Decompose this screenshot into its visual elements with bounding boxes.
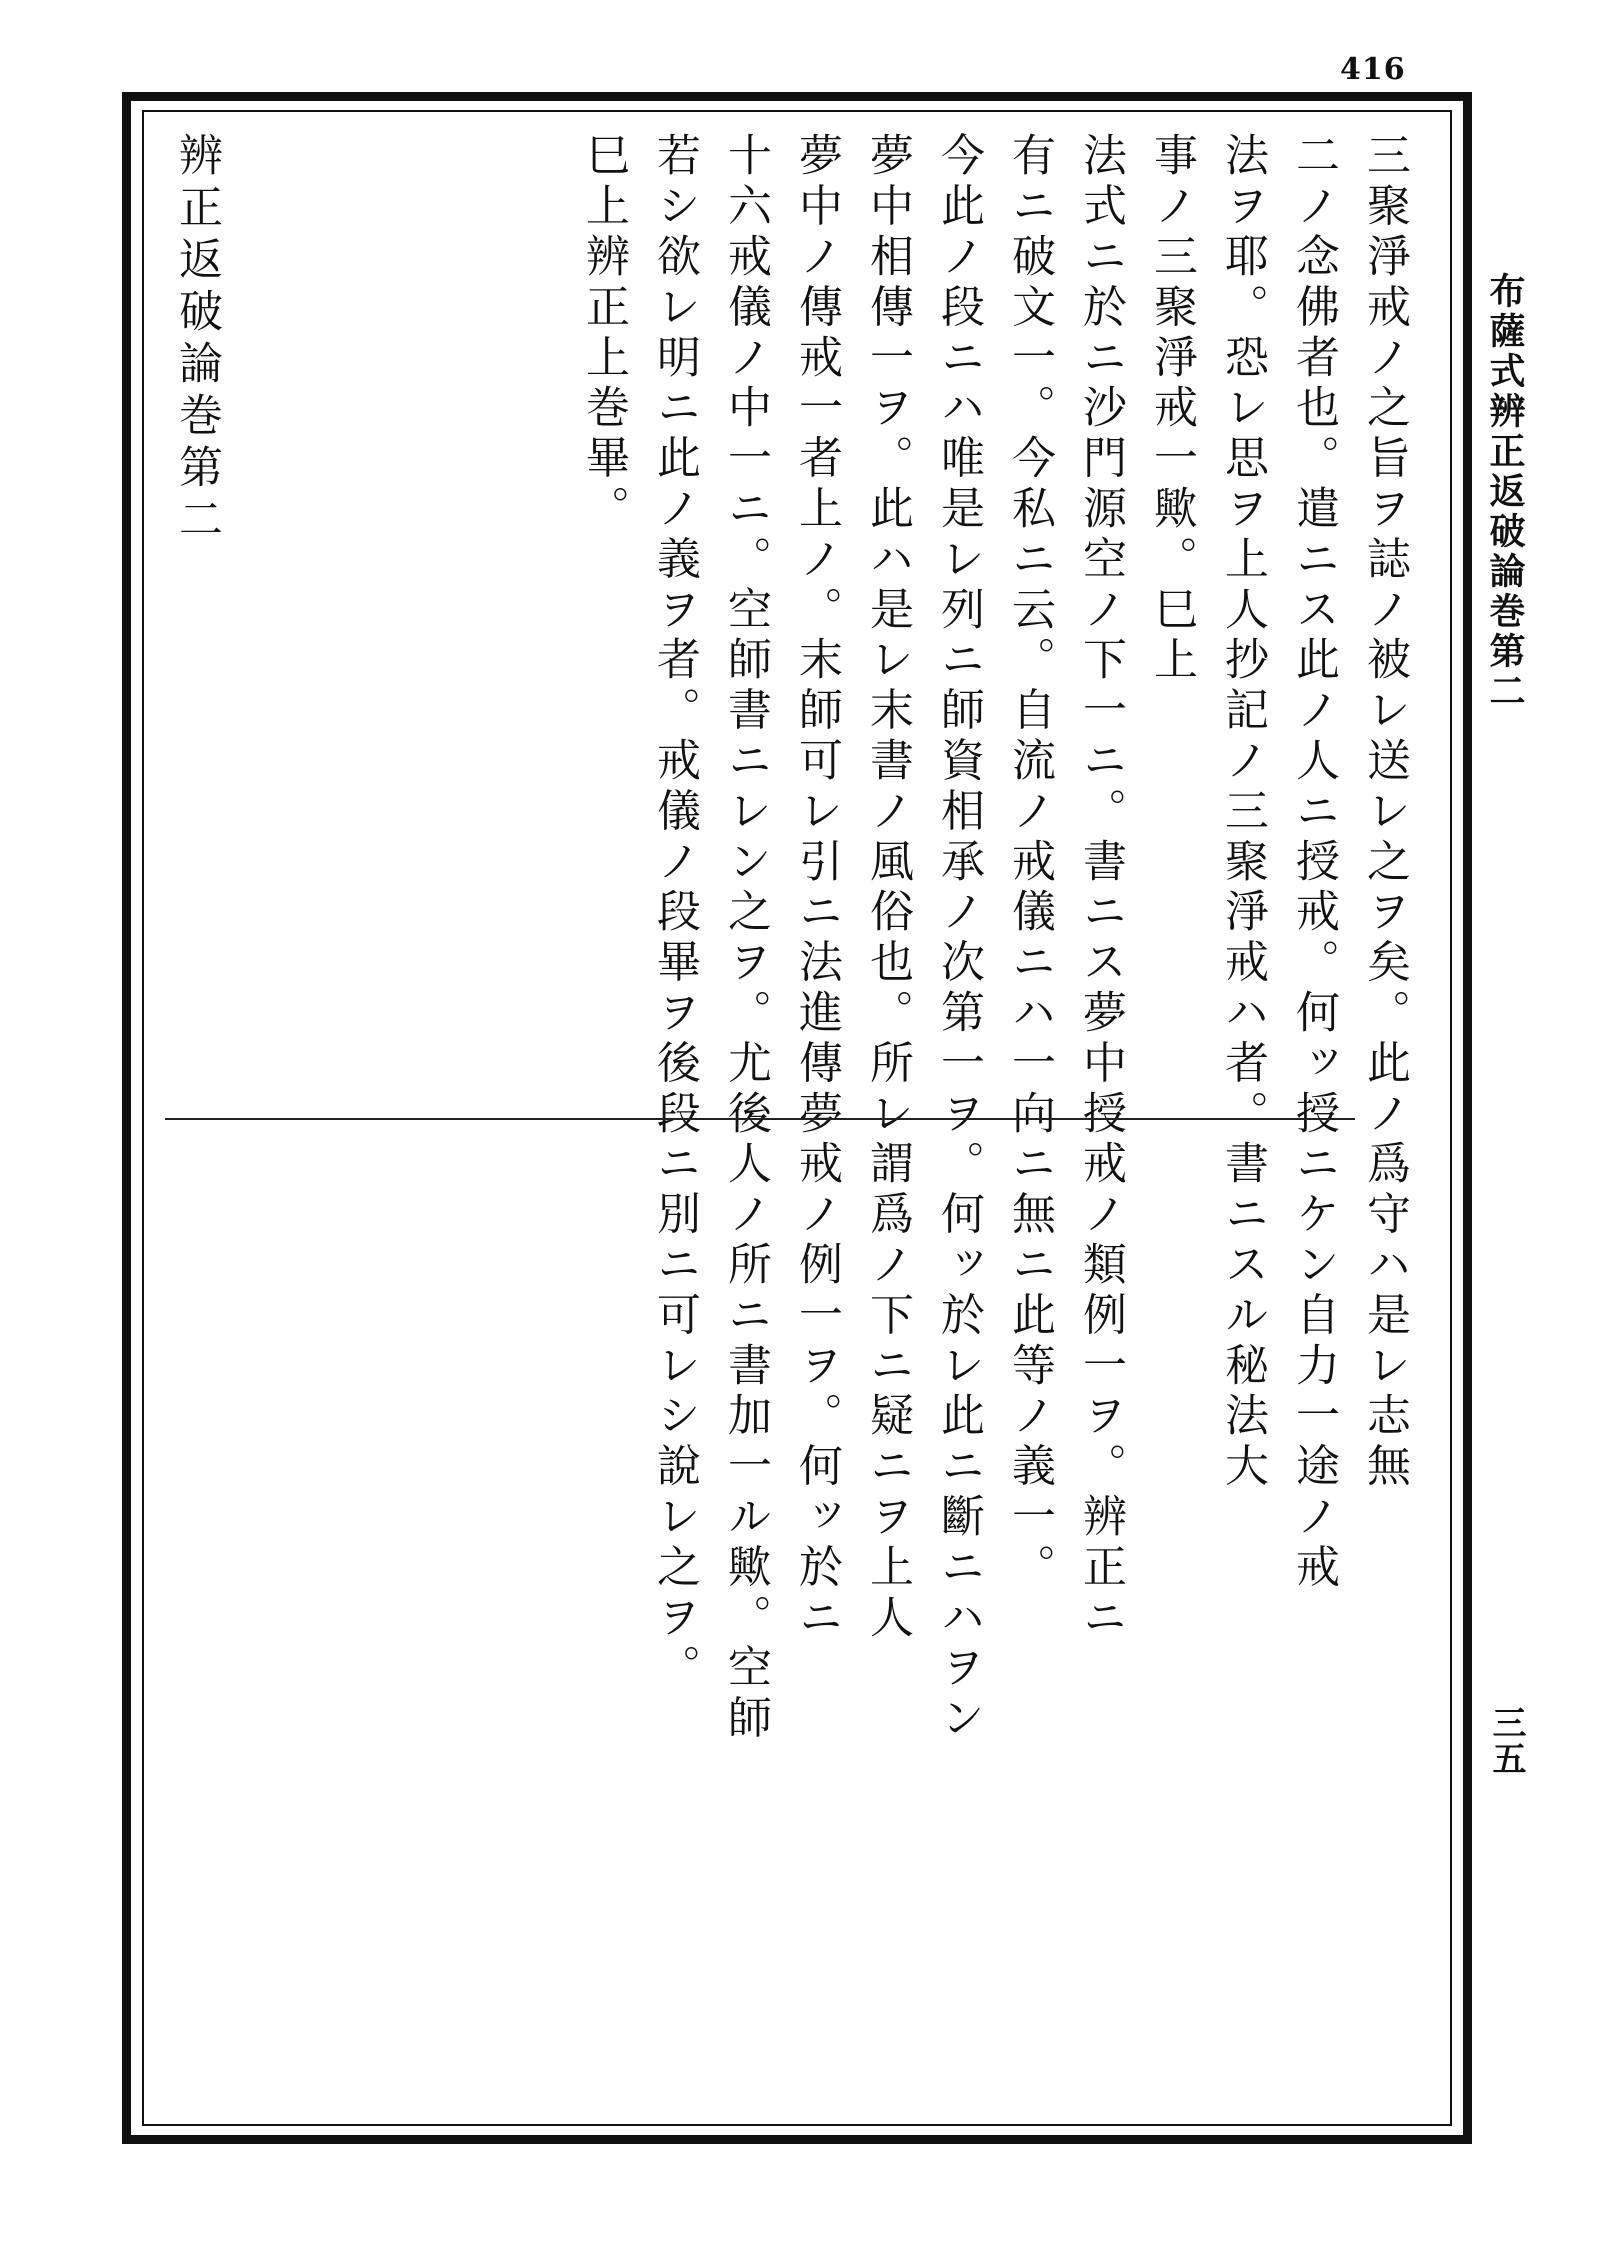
text-column-5: 法式ニ於ニ沙門源空ノ下一ニ。書ニス夢中授戒ノ類例一ヲ。辨正ニ — [1075, 132, 1126, 1644]
text-column-12: 巳上辨正上巻畢。 — [578, 132, 629, 536]
leaf-number: 三五 — [1486, 1705, 1526, 1777]
text-column-6: 有ニ破文一。今私ニ云。自流ノ戒儀ニハ一向ニ無ニ此等ノ義一。 — [1004, 132, 1055, 1594]
text-column-9: 夢中ノ傳戒一者上ノ。末師可レ引ニ法進傳夢戒ノ例一ヲ。何ッ於ニ — [791, 132, 842, 1645]
text-column-1: 三聚淨戒ノ之旨ヲ誌ノ被レ送レ之ヲ矣。此ノ爲守ハ是レ志無 — [1359, 132, 1410, 1493]
page-number: 416 — [1340, 52, 1406, 87]
text-column-4: 事ノ三聚淨戒一歟。巳上 — [1146, 132, 1197, 687]
text-column-7: 今此ノ段ニハ唯是レ列ニ師資相承ノ次第一ヲ。何ッ於レ此ニ斷ニハヲン — [933, 132, 984, 1745]
closing-title: 辨正返破論巻第二 — [171, 132, 222, 548]
text-column-3: 法ヲ耶。恐レ思ヲ上人抄記ノ三聚淨戒ハ者。書ニスル秘法大 — [1217, 132, 1268, 1493]
running-head: 布薩式辨正返破論巻第二 — [1484, 272, 1526, 712]
text-column-8: 夢中相傳一ヲ。此ハ是レ末書ノ風俗也。所レ謂爲ノ下ニ疑ニヲ上人 — [862, 132, 913, 1644]
text-column-2: 二ノ念佛者也。遣ニス此ノ人ニ授戒。何ッ授ニケン自力一途ノ戒 — [1288, 132, 1339, 1594]
section-divider — [165, 1118, 1355, 1120]
text-column-10: 十六戒儀ノ中一ニ。空師書ニレン之ヲ。尤後人ノ所ニ書加一ル歟。空師 — [720, 132, 771, 1745]
text-column-11: 若シ欲レ明ニ此ノ義ヲ者。戒儀ノ段畢ヲ後段ニ別ニ可レシ說レ之ヲ。 — [649, 132, 700, 1695]
